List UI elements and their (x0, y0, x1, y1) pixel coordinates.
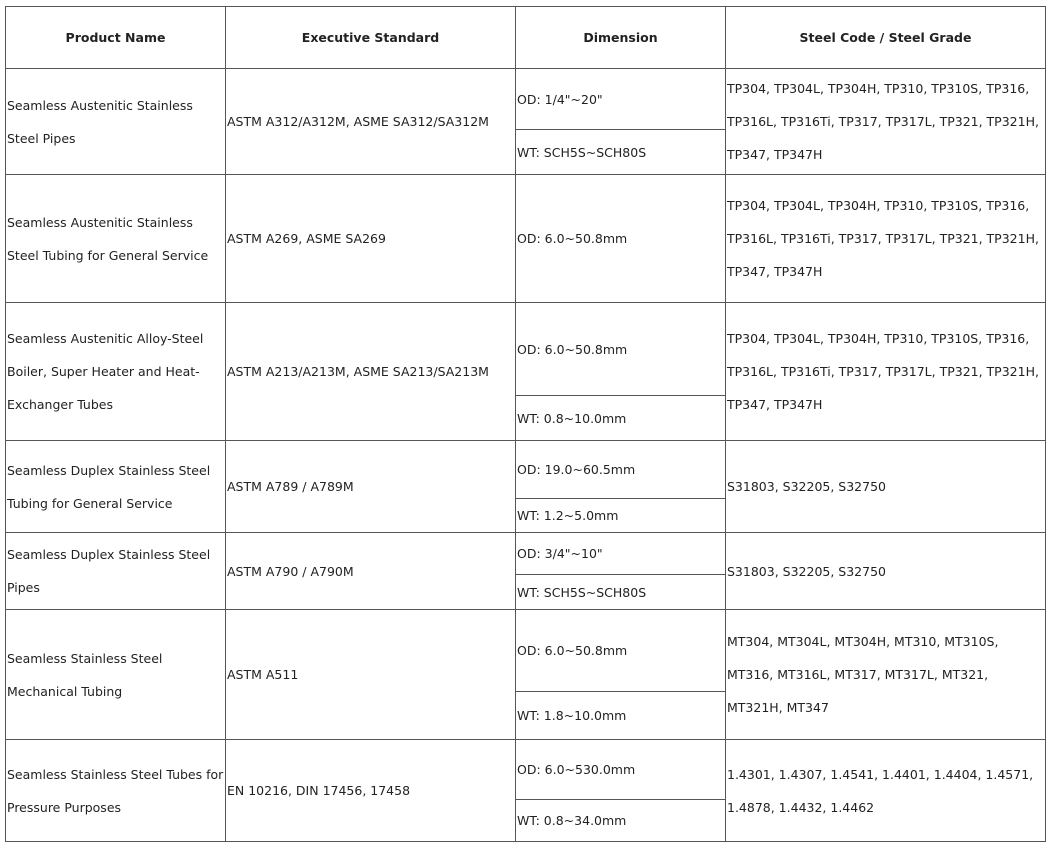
dimension-od-cell: OD: 6.0~530.0mm (516, 740, 726, 800)
dimension-od-cell: OD: 3/4"~10" (516, 533, 726, 575)
header-product-name: Product Name (6, 7, 226, 69)
table-row (6, 740, 1046, 800)
table-row (6, 303, 1046, 396)
steel-grade-cell: S31803, S32205, S32750 (726, 441, 1046, 533)
standard-cell: ASTM A511 (226, 610, 516, 740)
standard-cell: ASTM A789 / A789M (226, 441, 516, 533)
steel-grade-cell: S31803, S32205, S32750 (726, 533, 1046, 610)
specification-table (5, 6, 1046, 842)
dimension-od-cell: OD: 1/4"~20" (516, 69, 726, 130)
standard-cell: ASTM A213/A213M, ASME SA213/SA213M (226, 303, 516, 441)
dimension-od-cell: OD: 6.0~50.8mm (516, 610, 726, 692)
header-dimension: Dimension (516, 7, 726, 69)
product-name-cell: Seamless Duplex Stainless Steel Tubing for General Service (6, 441, 226, 533)
product-name-cell: Seamless Stainless Steel Mechanical Tubing (6, 610, 226, 740)
steel-grade-cell: TP304, TP304L, TP304H, TP310, TP310S, TP316, TP316L, TP316Ti, TP317, TP317L, TP321, TP321H, TP347, TP347H (726, 303, 1046, 441)
product-name-cell: Seamless Duplex Stainless Steel Pipes (6, 533, 226, 610)
standard-cell: ASTM A312/A312M, ASME SA312/SA312M (226, 69, 516, 175)
header-executive-standard: Executive Standard (226, 7, 516, 69)
product-name-cell: Seamless Austenitic Stainless Steel Pipes (6, 69, 226, 175)
standard-cell: ASTM A790 / A790M (226, 533, 516, 610)
table-row (6, 533, 1046, 575)
dimension-od-cell: OD: 6.0~50.8mm (516, 303, 726, 396)
standard-cell: ASTM A269, ASME SA269 (226, 175, 516, 303)
header-row (6, 7, 1046, 69)
dimension-wt-cell: WT: 1.2~5.0mm (516, 499, 726, 533)
product-name-cell: Seamless Austenitic Alloy-Steel Boiler, Super Heater and Heat-Exchanger Tubes (6, 303, 226, 441)
dimension-wt-cell: WT: 0.8~34.0mm (516, 800, 726, 842)
table-row (6, 69, 1046, 130)
table-row (6, 441, 1046, 499)
standard-cell: EN 10216, DIN 17456, 17458 (226, 740, 516, 842)
table-row (6, 610, 1046, 692)
dimension-wt-cell: WT: SCH5S~SCH80S (516, 130, 726, 175)
table-row (6, 175, 1046, 303)
steel-grade-cell: 1.4301, 1.4307, 1.4541, 1.4401, 1.4404, 1.4571, 1.4878, 1.4432, 1.4462 (726, 740, 1046, 842)
steel-grade-cell: MT304, MT304L, MT304H, MT310, MT310S, MT316, MT316L, MT317, MT317L, MT321, MT321H, MT347 (726, 610, 1046, 740)
product-name-cell: Seamless Stainless Steel Tubes for Pressure Purposes (6, 740, 226, 842)
dimension-od-cell: OD: 19.0~60.5mm (516, 441, 726, 499)
steel-grade-cell: TP304, TP304L, TP304H, TP310, TP310S, TP316, TP316L, TP316Ti, TP317, TP317L, TP321, TP321H, TP347, TP347H (726, 175, 1046, 303)
header-steel-grade: Steel Code / Steel Grade (726, 7, 1046, 69)
dimension-od-cell: OD: 6.0~50.8mm (516, 175, 726, 303)
product-name-cell: Seamless Austenitic Stainless Steel Tubing for General Service (6, 175, 226, 303)
dimension-wt-cell: WT: SCH5S~SCH80S (516, 575, 726, 610)
steel-grade-cell: TP304, TP304L, TP304H, TP310, TP310S, TP316, TP316L, TP316Ti, TP317, TP317L, TP321, TP321H, TP347, TP347H (726, 69, 1046, 175)
dimension-wt-cell: WT: 0.8~10.0mm (516, 396, 726, 441)
dimension-wt-cell: WT: 1.8~10.0mm (516, 692, 726, 740)
